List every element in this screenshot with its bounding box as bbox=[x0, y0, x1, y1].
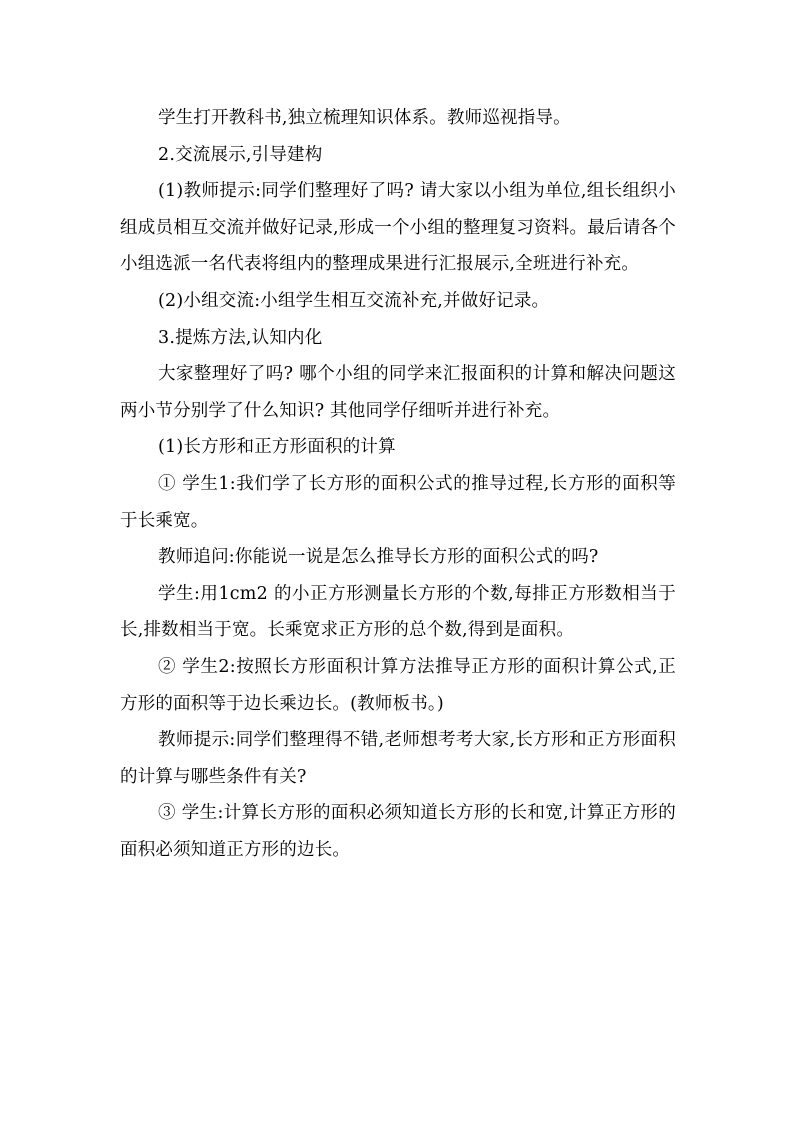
paragraph-student-answer: 学生:用1cm2 的小正方形测量长方形的个数,每排正方形数相当于长,排数相当于宽。长乘宽求正方形的总个数,得到是面积。 bbox=[120, 583, 676, 641]
paragraph-teacher-prompt: (1)教师提示:同学们整理好了吗? 请大家以小组为单位,组长组织小组成员相互交流并做好记录,形成一个小组的整理复习资料。最后请各个小组选派一名代表将组内的整理成果进行汇报展示,全班进行补充。 bbox=[120, 181, 676, 275]
section-heading-3: 3.提炼方法,认知内化 bbox=[158, 327, 323, 348]
paragraph-student-3: ③ 学生:计算长方形的面积必须知道长方形的长和宽,计算正方形的面积必须知道正方形的边长。 bbox=[120, 803, 676, 860]
paragraph-teacher-follow-up: 教师追问:你能说一说是怎么推导长方形的面积公式的吗? bbox=[158, 547, 599, 568]
section-heading-2: 2.交流展示,引导建构 bbox=[158, 144, 323, 165]
paragraph-student-1: ① 学生1:我们学了长方形的面积公式的推导过程,长方形的面积等于长乘宽。 bbox=[120, 473, 676, 531]
paragraph-1: 学生打开教科书,独立梳理知识体系。教师巡视指导。 bbox=[158, 108, 571, 128]
paragraph-student-2: ② 学生2:按照长方形面积计算方法推导正方形的面积计算公式,正方形的面积等于边长乘边长。(教师板书。) bbox=[120, 656, 676, 714]
paragraph-teacher-hint: 教师提示:同学们整理得不错,老师想考考大家,长方形和正方形面积的计算与哪些条件有关? bbox=[120, 730, 676, 787]
paragraph-group-exchange: (2)小组交流:小组学生相互交流补充,并做好记录。 bbox=[158, 290, 550, 311]
subheading-area-calculation: (1)长方形和正方形面积的计算 bbox=[158, 437, 396, 458]
document-body bbox=[120, 100, 676, 868]
paragraph-question: 大家整理好了吗? 哪个小组的同学来汇报面积的计算和解决问题这两小节分别学了什么知识? 其他同学仔细听并进行补充。 bbox=[120, 364, 676, 421]
